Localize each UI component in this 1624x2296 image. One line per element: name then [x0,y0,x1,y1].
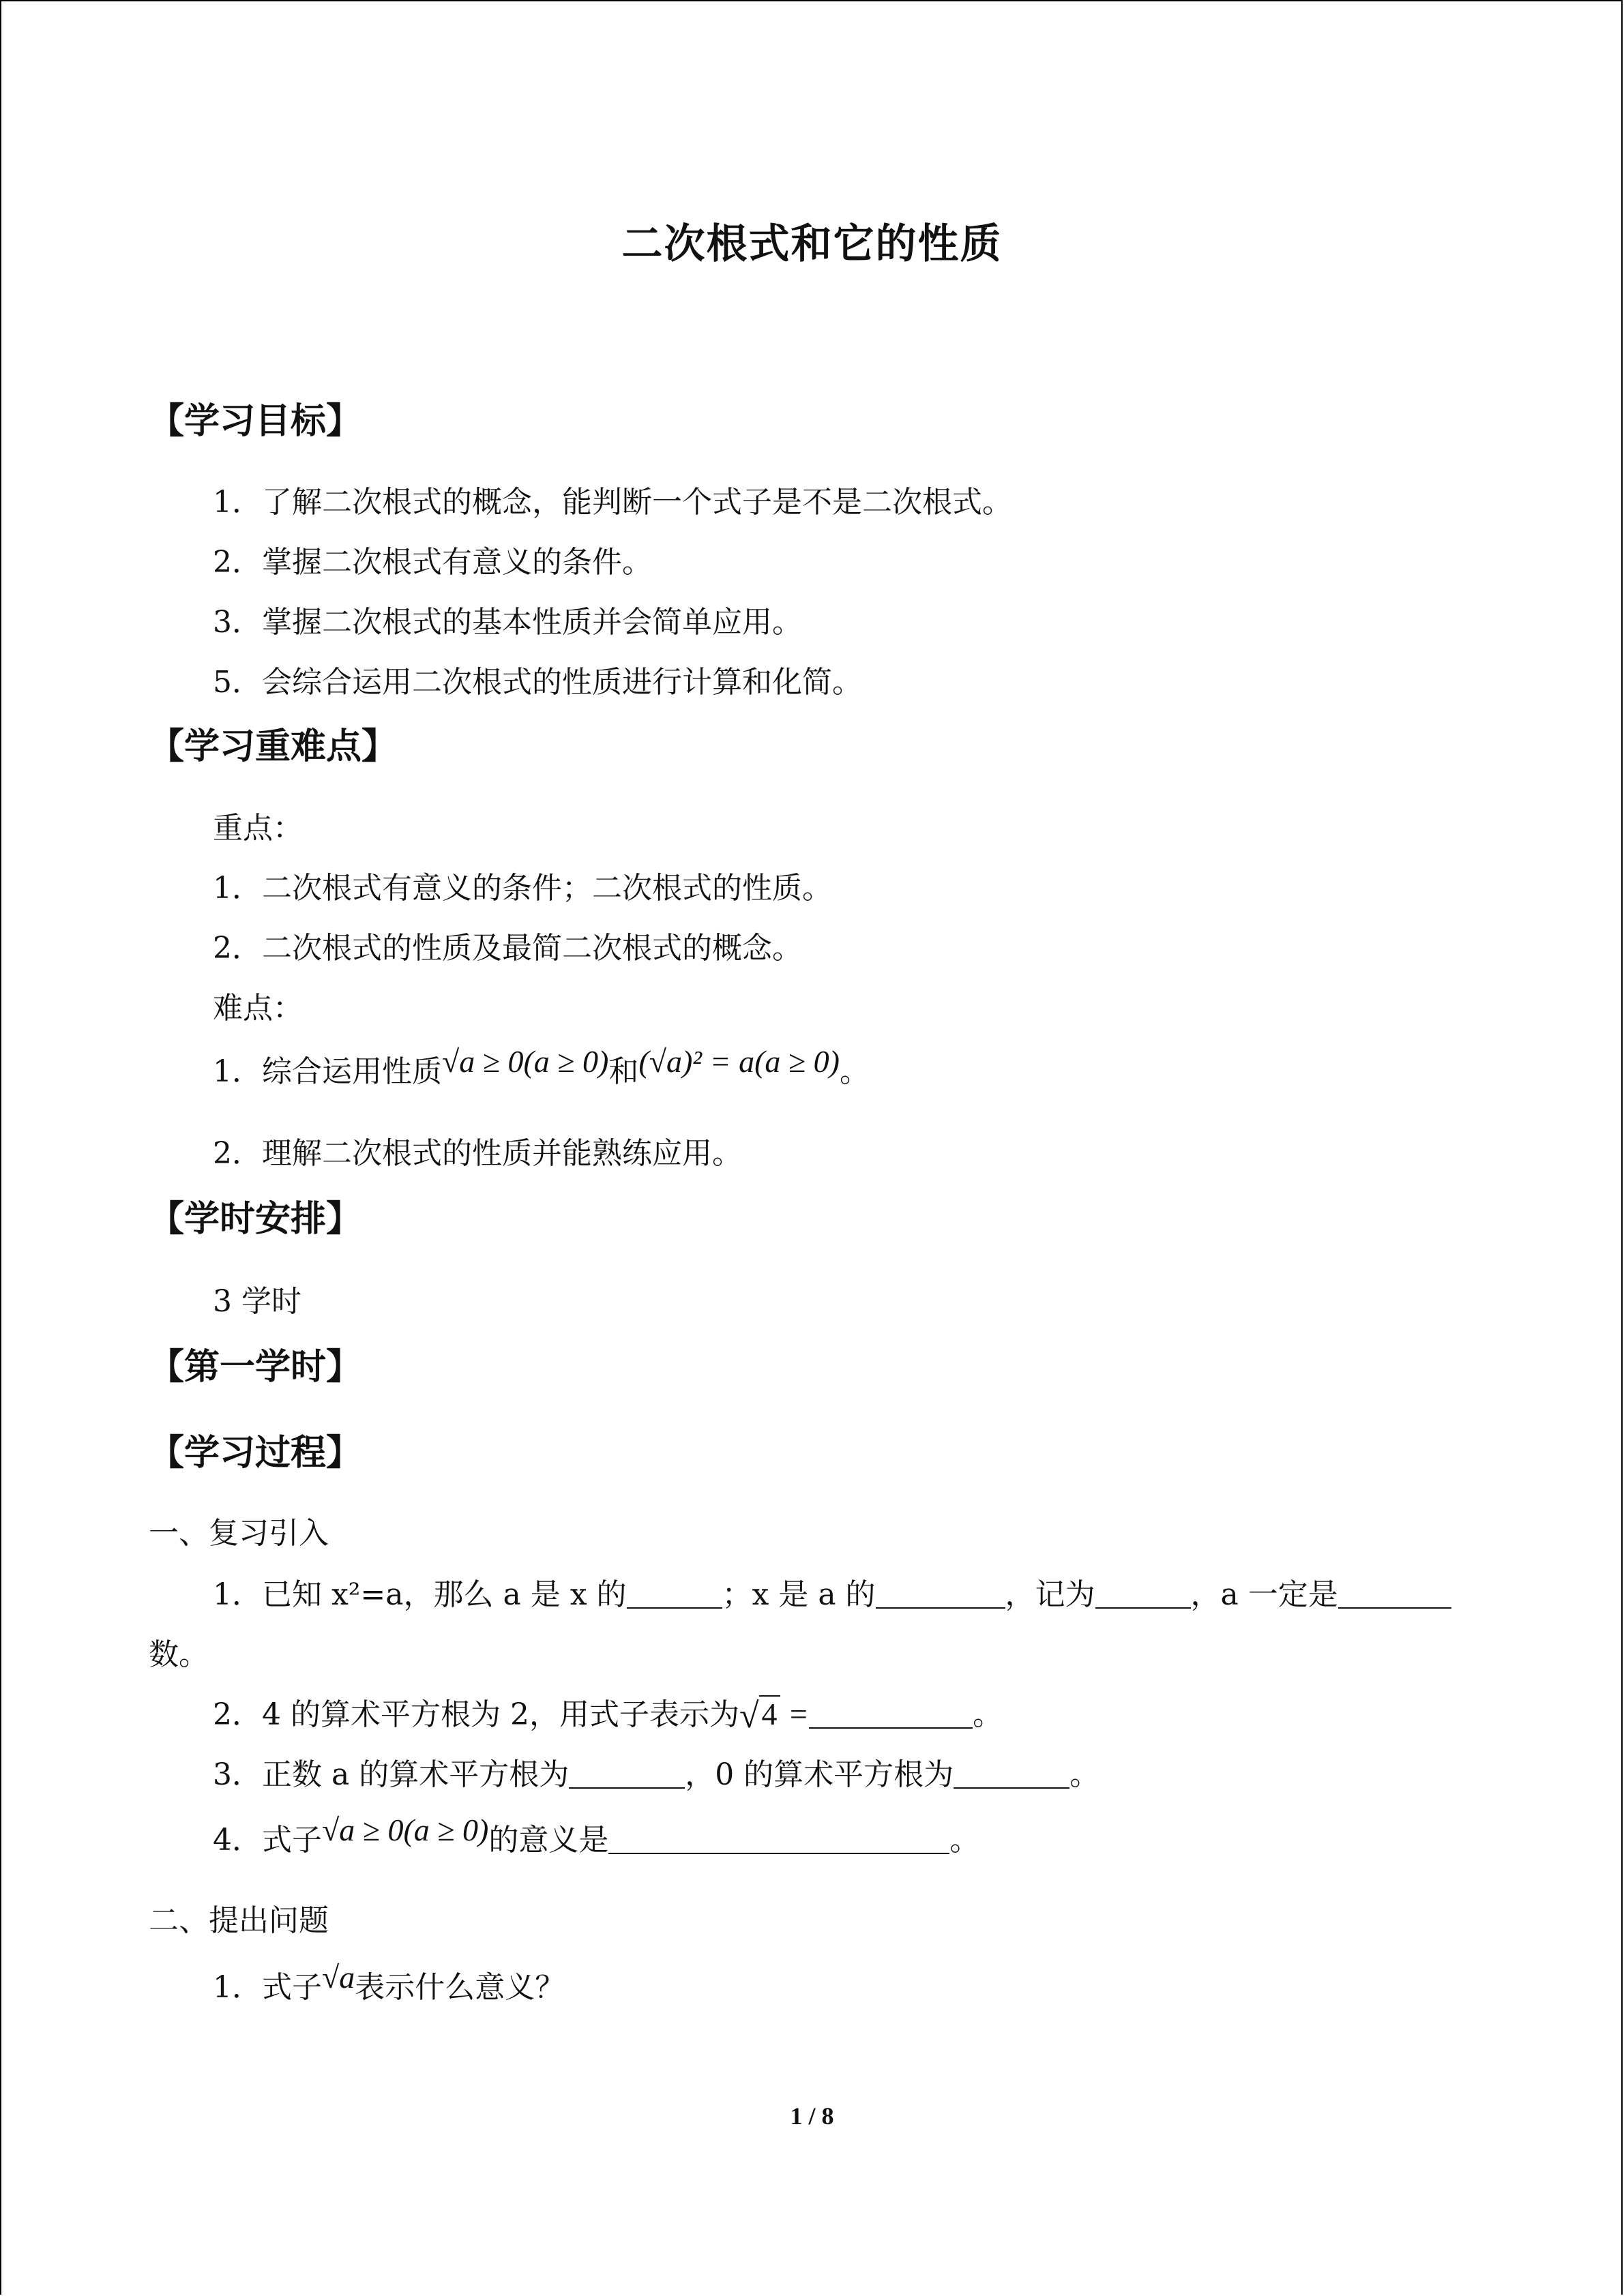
q1-text-b: ；x 是 a 的 [722,1577,876,1612]
answer-blank[interactable] [1338,1580,1451,1609]
key-points-heading: 【学习重难点】 [149,726,398,767]
schedule-heading: 【学时安排】 [149,1199,362,1240]
formula-sqrt-a: √a [322,1960,355,1995]
q3-end: 。 [1069,1757,1100,1792]
answer-blank[interactable] [608,1825,949,1854]
difficulty-label: 难点： [213,991,303,1026]
focus-item: 2．二次根式的性质及最简二次根式的概念。 [213,931,802,966]
formula-sqrt-nonnegative: √a ≥ 0(a ≥ 0) [442,1044,609,1079]
p1-text-a: 1．式子 [213,1970,322,2005]
equals-sign: = [780,1697,810,1731]
objective-item: 2．掌握二次根式有意义的条件。 [213,545,652,580]
objective-item: 5．会综合运用二次根式的性质进行计算和化简。 [213,665,862,700]
answer-blank[interactable] [954,1760,1069,1789]
q2-end: 。 [973,1697,1003,1732]
formula-sqrt-squared: (√a)² = a(a ≥ 0) [638,1044,840,1079]
q4-end: 。 [949,1823,980,1858]
objectives-heading: 【学习目标】 [149,401,362,442]
formula-sqrt-nonnegative: √a ≥ 0(a ≥ 0) [322,1813,489,1847]
problem-title: 二、提出问题 [149,1903,329,1938]
sqrt-expression [739,1696,780,1736]
q1-text-c: ，记为 [1005,1577,1095,1612]
q1-text-d: ，a 一定是 [1190,1577,1338,1612]
objective-item: 3．掌握二次根式的基本性质并会简单应用。 [213,605,802,640]
page-number: 1 / 8 [790,2102,834,2130]
focus-label: 重点： [213,811,303,846]
lesson-heading: 【第一学时】 [149,1347,362,1388]
difficulty-1-end: 。 [839,1054,870,1089]
question-1-continued: 数。 [149,1637,209,1672]
review-title: 一、复习引入 [149,1516,329,1551]
process-heading: 【学习过程】 [149,1433,362,1474]
question-3 [213,1750,1099,1793]
question-2 [213,1690,1003,1736]
answer-blank[interactable] [809,1700,973,1729]
q4-text-a: 4．式子 [213,1823,322,1858]
question-1 [213,1570,1451,1613]
objective-item: 1．了解二次根式的概念，能判断一个式子是不是二次根式。 [213,485,1012,520]
radicand: 4 [759,1695,780,1731]
q3-text-a: 3．正数 a 的算术平方根为 [213,1757,570,1792]
difficulty-item-2: 2．理解二次根式的性质并能熟练应用。 [213,1136,742,1171]
focus-item: 1．二次根式有意义的条件；二次根式的性质。 [213,871,832,906]
answer-blank[interactable] [1095,1580,1191,1609]
answer-blank[interactable] [627,1580,722,1609]
page-title: 二次根式和它的性质 [621,220,1003,268]
radical-sign-icon: √ [739,1697,759,1735]
p1-text-b: 表示什么意义？ [355,1970,565,2005]
q1-text-a: 1．已知 x²=a，那么 a 是 x 的 [213,1577,627,1612]
q3-text-b: ，0 的算术平方根为 [685,1757,954,1792]
difficulty-item-1 [213,1044,870,1090]
difficulty-1-prefix: 1．综合运用性质 [213,1054,442,1089]
problem-1 [213,1960,565,2006]
q4-text-b: 的意义是 [488,1823,609,1858]
answer-blank[interactable] [569,1760,685,1789]
schedule-text: 3 学时 [213,1284,301,1319]
answer-blank[interactable] [876,1580,1005,1609]
question-4 [213,1815,979,1859]
difficulty-1-conjunction: 和 [608,1054,639,1089]
q2-text: 2．4 的算术平方根为 2，用式子表示为 [213,1697,739,1732]
